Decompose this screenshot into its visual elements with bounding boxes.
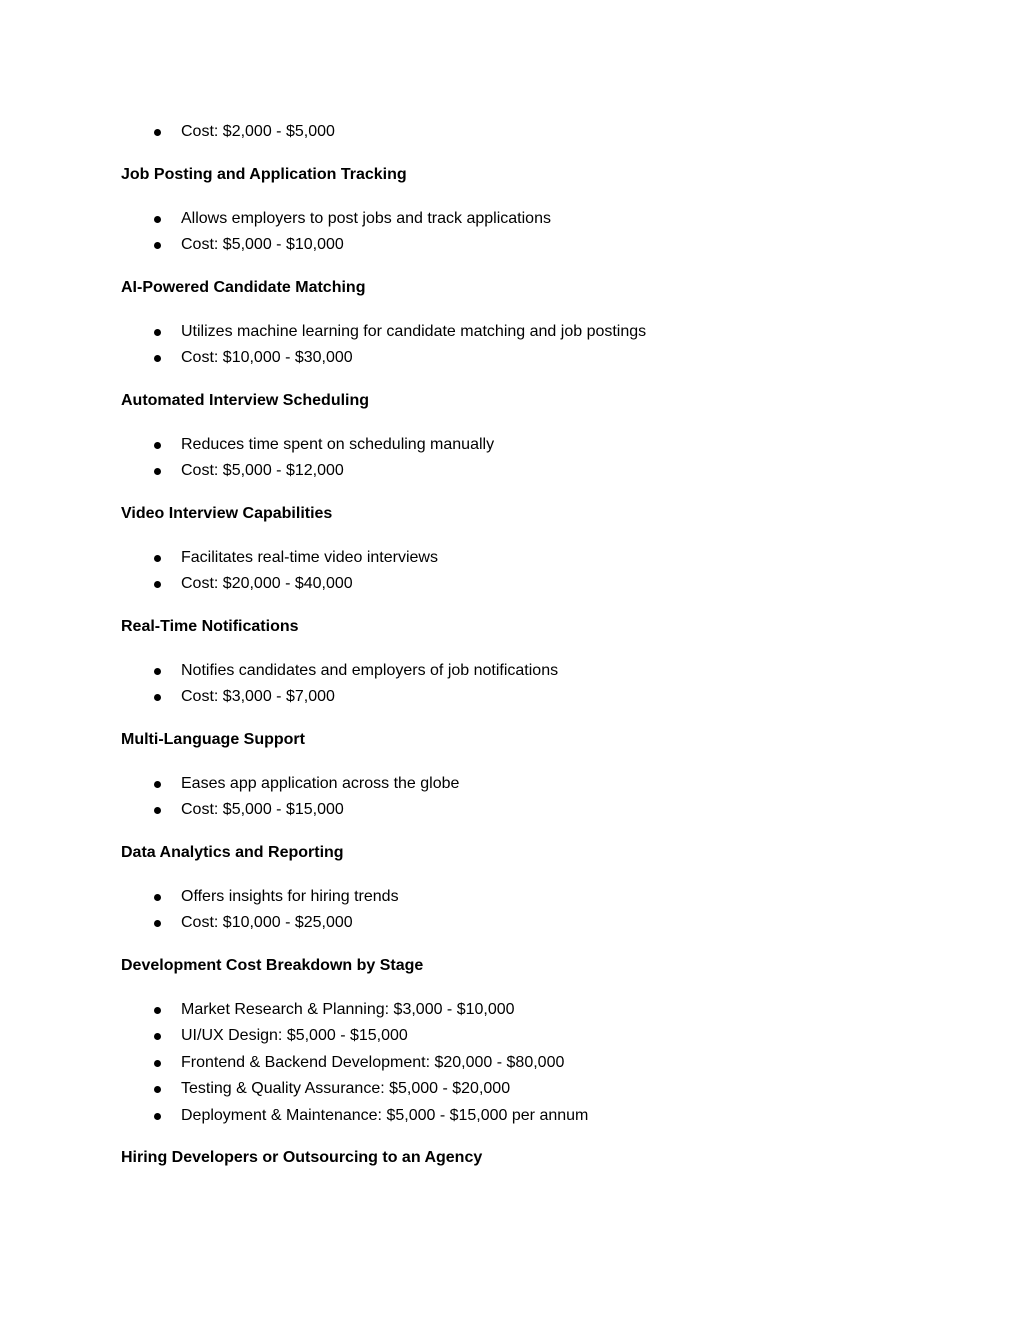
section-heading: Job Posting and Application Tracking [121,165,407,183]
list-item-text: Eases app application across the globe [181,774,460,792]
list-item-text: Cost: $2,000 - $5,000 [181,123,335,140]
list-item-text: Cost: $3,000 - $7,000 [181,688,335,705]
section-heading: Multi-Language Support [121,730,305,748]
bullet-icon [154,216,161,223]
list-item [121,686,901,713]
list-item-text: Cost: $5,000 - $10,000 [181,236,344,253]
bullet-icon [154,894,161,901]
bullet-icon [154,781,161,788]
list-item [121,321,901,348]
list-item-text: Deployment & Maintenance: $5,000 - $15,000 per annum [181,1106,589,1124]
list-item-text: Cost: $10,000 - $25,000 [181,914,353,931]
list-item-text: Utilizes machine learning for candidate matching and job postings [181,322,647,340]
bullet-icon [154,355,161,362]
list-item-text: Notifies candidates and employers of job notifications [181,661,559,679]
list-item [121,799,901,826]
list-item-text: Cost: $20,000 - $40,000 [181,575,353,592]
bullet-icon [154,1086,161,1093]
section-list [121,434,901,487]
list-item [121,460,901,487]
list-item [121,1078,901,1105]
bullet-icon [154,468,161,475]
section-list [121,660,901,713]
list-item-text: Facilitates real-time video interviews [181,548,438,566]
list-item-text: Market Research & Planning: $3,000 - $10,000 [181,1000,515,1018]
list-item-text: Reduces time spent on scheduling manually [181,435,495,453]
bullet-icon [154,1113,161,1120]
bullet-icon [154,581,161,588]
section-list [121,321,901,374]
list-item-text: Cost: $10,000 - $30,000 [181,349,353,366]
intro-list [121,121,901,148]
list-item [121,347,901,374]
list-item [121,999,901,1026]
bullet-icon [154,1033,161,1040]
bullet-icon [154,555,161,562]
list-item [121,1105,901,1132]
section-heading: AI-Powered Candidate Matching [121,278,366,296]
bullet-icon [154,329,161,336]
section-heading: Data Analytics and Reporting [121,843,344,861]
list-item-text: Allows employers to post jobs and track applications [181,209,551,227]
bullet-icon [154,242,161,249]
list-item [121,208,901,235]
list-item [121,773,901,800]
list-item-text: UI/UX Design: $5,000 - $15,000 [181,1027,408,1044]
list-item [121,434,901,461]
list-item [121,573,901,600]
section-heading: Automated Interview Scheduling [121,391,370,409]
section-list [121,773,901,826]
section-heading: Real-Time Notifications [121,617,299,635]
list-item [121,1025,901,1052]
list-item [121,1052,901,1079]
list-item [121,121,901,148]
section-list [121,547,901,600]
document-body [121,121,901,1169]
section-list [121,208,901,261]
list-item [121,660,901,687]
list-item-text: Testing & Quality Assurance: $5,000 - $20,000 [181,1080,511,1097]
section-list [121,886,901,939]
list-item-text: Cost: $5,000 - $12,000 [181,462,344,479]
list-item [121,886,901,913]
section-heading: Video Interview Capabilities [121,504,333,522]
list-item-text: Offers insights for hiring trends [181,887,399,905]
list-item [121,547,901,574]
bullet-icon [154,807,161,814]
bullet-icon [154,129,161,136]
bullet-icon [154,442,161,449]
bullet-icon [154,1060,161,1067]
list-item-text: Frontend & Backend Development: $20,000 - $80,000 [181,1053,565,1071]
section-heading: Development Cost Breakdown by Stage [121,956,424,974]
section-list [121,999,901,1132]
list-item [121,234,901,261]
list-item [121,912,901,939]
bullet-icon [154,668,161,675]
final-section-heading: Hiring Developers or Outsourcing to an Agency [121,1149,483,1166]
bullet-icon [154,694,161,701]
list-item-text: Cost: $5,000 - $15,000 [181,801,344,818]
bullet-icon [154,1007,161,1014]
bullet-icon [154,920,161,927]
